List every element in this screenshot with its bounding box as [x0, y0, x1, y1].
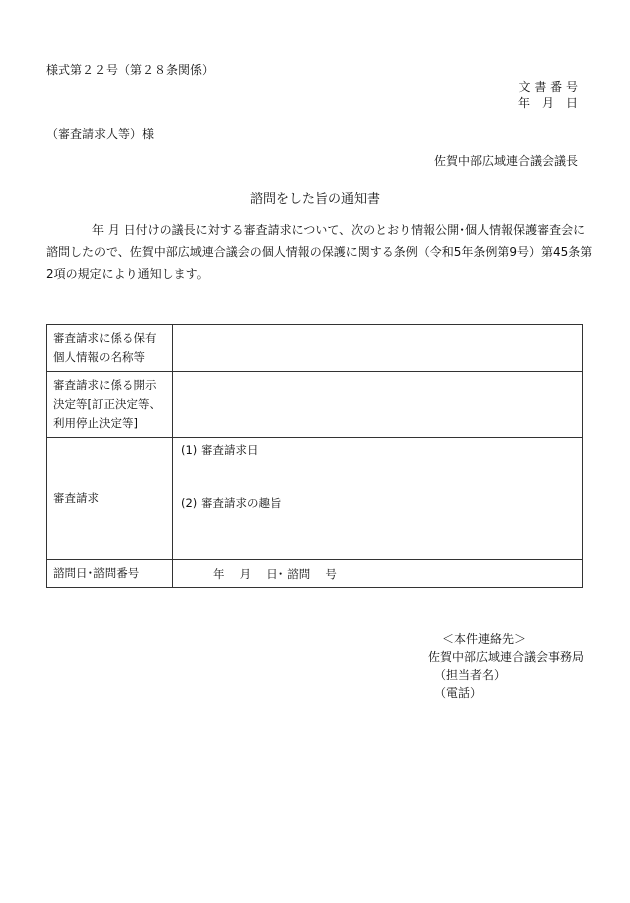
document-number: 文 書 番 号: [518, 80, 578, 94]
row-label: [47, 325, 173, 372]
table-row: [47, 438, 583, 560]
addressee: （審査請求人等）様: [46, 127, 155, 141]
details-table: [46, 324, 583, 588]
table-row: [47, 325, 583, 372]
row-value: [173, 438, 583, 560]
contact-block: [428, 630, 584, 702]
row-value: [173, 372, 583, 438]
row-label: 諮問日･諮問番号: [47, 560, 173, 588]
contact-person: （担当者名）: [434, 668, 507, 682]
row-label: 審査請求: [47, 438, 173, 560]
body-line-3: 2項の規定により通知します。: [46, 267, 209, 281]
document-date: 年 月 日: [517, 96, 578, 110]
form-number: 様式第２２号（第２８条関係）: [46, 63, 215, 77]
request-date-item: (1) 審査請求日: [181, 443, 259, 457]
body-text: [46, 219, 593, 285]
row-label-line: 利用停止決定等]: [53, 416, 138, 430]
document-title: 諮問をした旨の通知書: [249, 192, 380, 207]
row-label-line: 決定等[訂正決定等、: [53, 397, 161, 411]
row-label-line: 審査請求に係る開示: [53, 378, 157, 392]
row-label-line: 審査請求に係る保有: [53, 331, 157, 345]
body-line-2: 諮問したので、佐賀中部広域連合議会の個人情報の保護に関する条例（令和5年条例第9号）第45条第: [46, 245, 593, 259]
row-label-line: 個人情報の名称等: [53, 350, 145, 364]
contact-heading: ＜本件連絡先＞: [442, 632, 527, 646]
request-purpose-item: (2) 審査請求の趣旨: [181, 496, 282, 510]
table-row: [47, 372, 583, 438]
body-line-1: 年 月 日付けの議長に対する審査請求について、次のとおり情報公開･個人情報保護審査会に: [92, 223, 586, 237]
row-value: [173, 325, 583, 372]
row-label: [47, 372, 173, 438]
contact-office: 佐賀中部広域連合議会事務局: [428, 650, 585, 664]
contact-phone: （電話）: [434, 686, 483, 700]
table-row: [47, 560, 583, 588]
sender: 佐賀中部広域連合議会議長: [433, 154, 578, 168]
row-value: 年 月 日･ 諮問 号: [173, 560, 583, 588]
